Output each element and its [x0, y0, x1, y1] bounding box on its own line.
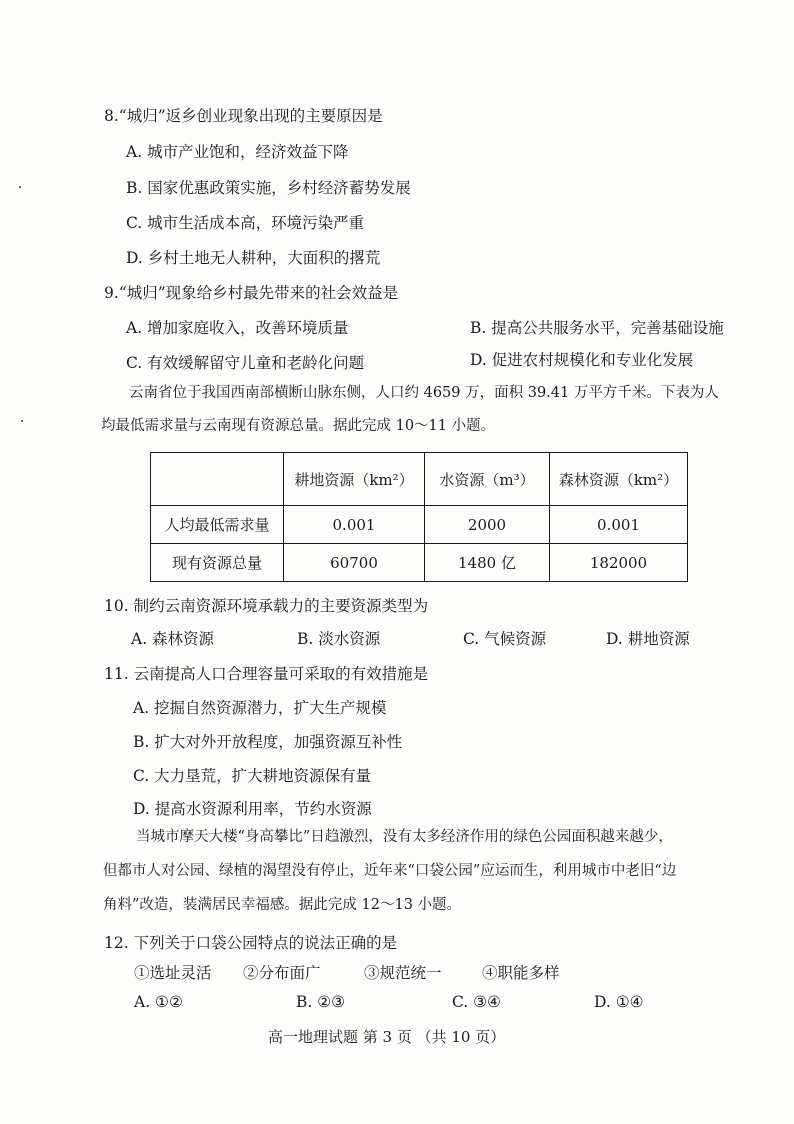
table-row-label: 人均最低需求量	[151, 506, 284, 544]
question-8-option-d: D. 乡村土地无人耕种，大面积的撂荒	[126, 249, 381, 267]
question-11-option-b: B. 扩大对外开放程度，加强资源互补性	[133, 733, 403, 751]
table-row-label: 现有资源总量	[151, 544, 284, 582]
question-8-option-a: A. 城市产业饱和，经济效益下降	[126, 143, 349, 161]
passage-pocket-park-line-3: 角料”改造，装满居民幸福感。据此完成 12～13 小题。	[103, 897, 462, 913]
question-12-stem: 12. 下列关于口袋公园特点的说法正确的是	[104, 934, 398, 952]
passage-yunnan-line-1: 云南省位于我国西南部横断山脉东侧，人口约 4659 万，面积 39.41 万平方千米。下表为人	[129, 385, 719, 401]
question-12-option-b: B. ②③	[296, 993, 346, 1011]
question-9-option-d: D. 促进农村规模化和专业化发展	[470, 351, 694, 369]
table-header-cell: 耕地资源（km²）	[284, 453, 425, 506]
passage-pocket-park-line-1: 当城市摩天大楼“身高攀比”日趋激烈，没有太多经济作用的绿色公园面积越来越少，	[136, 829, 673, 845]
question-12-statement-2: ②分布面广	[243, 964, 321, 982]
table-cell: 2000	[425, 506, 550, 544]
table-cell: 1480 亿	[425, 544, 550, 582]
question-10-option-d: D. 耕地资源	[606, 630, 690, 648]
table-cell: 0.001	[284, 506, 425, 544]
question-11-option-d: D. 提高水资源利用率，节约水资源	[133, 800, 372, 818]
question-12-option-c: C. ③④	[452, 993, 501, 1011]
question-9-option-c: C. 有效缓解留守儿童和老龄化问题	[126, 354, 365, 372]
question-8-option-c: C. 城市生活成本高，环境污染严重	[126, 214, 365, 232]
table-row	[151, 506, 688, 544]
question-9-stem: 9.“城归”现象给乡村最先带来的社会效益是	[104, 284, 399, 302]
question-8-option-b: B. 国家优惠政策实施，乡村经济蓄势发展	[126, 179, 411, 197]
question-8-stem: 8.“城归”返乡创业现象出现的主要原因是	[104, 107, 383, 125]
table-header-cell: 水资源（m³）	[425, 453, 550, 506]
passage-yunnan-line-2: 均最低需求量与云南现有资源总量。据此完成 10～11 小题。	[101, 418, 496, 434]
question-11-option-c: C. 大力垦荒，扩大耕地资源保有量	[133, 767, 372, 785]
resource-table	[150, 452, 688, 582]
question-10-option-b: B. 淡水资源	[297, 630, 381, 648]
table-header-row	[151, 453, 688, 506]
question-12-option-a: A. ①②	[134, 993, 183, 1011]
question-10-option-c: C. 气候资源	[463, 630, 547, 648]
table-cell: 60700	[284, 544, 425, 582]
question-9-option-b: B. 提高公共服务水平，完善基础设施	[470, 319, 724, 337]
table-row	[151, 544, 688, 582]
question-12-statement-3: ③规范统一	[364, 964, 442, 982]
question-10-option-a: A. 森林资源	[131, 630, 215, 648]
table-cell: 0.001	[550, 506, 688, 544]
scan-speck	[21, 420, 23, 422]
question-10-stem: 10. 制约云南资源环境承载力的主要资源类型为	[104, 597, 429, 615]
question-11-option-a: A. 挖掘自然资源潜力，扩大生产规模	[133, 699, 387, 717]
table-header-cell	[151, 453, 284, 506]
scan-speck	[19, 186, 21, 188]
page-footer: 高一地理试题 第 3 页 （共 10 页）	[268, 1028, 506, 1046]
question-11-stem: 11. 云南提高人口合理容量可采取的有效措施是	[104, 665, 429, 683]
question-9-option-a: A. 增加家庭收入，改善环境质量	[126, 319, 349, 337]
passage-pocket-park-line-2: 但都市人对公园、绿植的渴望没有停止，近年来“口袋公园”应运而生，利用城市中老旧“边	[103, 863, 677, 879]
question-12-option-d: D. ①④	[594, 993, 644, 1011]
table-header-cell: 森林资源（km²）	[550, 453, 688, 506]
table-cell: 182000	[550, 544, 688, 582]
question-12-statement-4: ④职能多样	[482, 964, 560, 982]
question-12-statement-1: ①选址灵活	[134, 964, 212, 982]
